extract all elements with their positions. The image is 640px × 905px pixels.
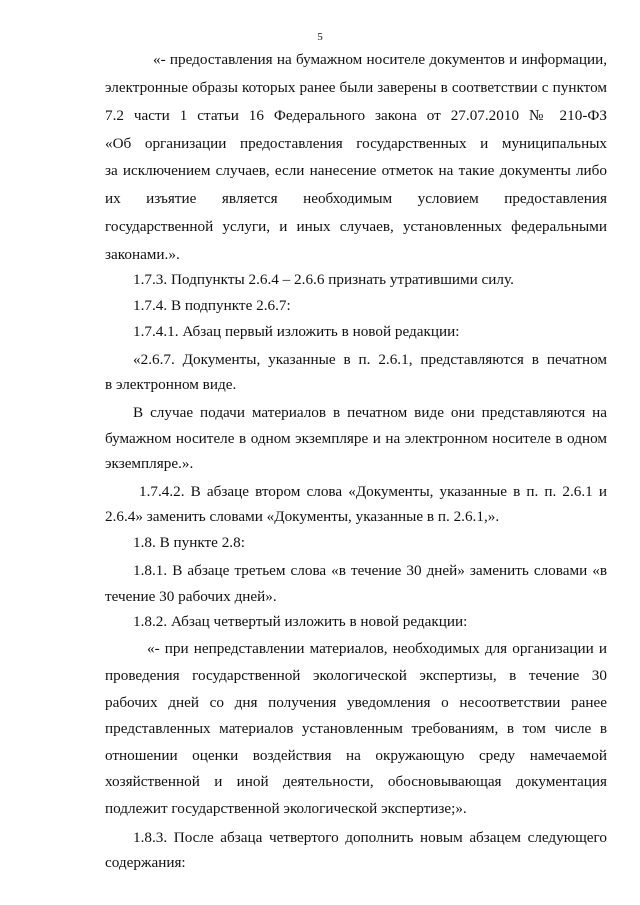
text-line: 1.8.1. В абзаце третьем слова «в течение 30 дней» заменить словами «в: [133, 562, 607, 579]
text-line: 7.2 части 1 статьи 16 Федерального закона от 27.07.2010 № 210-ФЗ: [105, 107, 607, 124]
text-line: В случае подачи материалов в печатном виде они представляются на: [133, 404, 607, 421]
text-line: законами.».: [105, 246, 180, 263]
text-line: течение 30 рабочих дней».: [105, 588, 277, 605]
text-line: проведения государственной экологической экспертизы, в течение 30: [105, 667, 607, 684]
text-line: 1.7.4. В подпункте 2.6.7:: [133, 297, 291, 314]
text-line: экземпляре.».: [105, 455, 194, 472]
text-line: за исключением случаев, если нанесение отметок на такие документы либо: [105, 162, 607, 179]
text-line: в электронном виде.: [105, 376, 237, 393]
text-line: содержания:: [105, 854, 186, 871]
text-line: «- предоставления на бумажном носителе документов и информации,: [153, 51, 607, 68]
text-line: «Об организации предоставления государственных и муниципальных: [105, 135, 607, 152]
text-line: 1.7.4.1. Абзац первый изложить в новой редакции:: [133, 323, 460, 340]
text-line: «- при непредставлении материалов, необходимых для организации и: [147, 640, 607, 657]
text-line: 1.8.2. Абзац четвертый изложить в новой редакции:: [133, 613, 468, 630]
text-line: 2.6.4» заменить словами «Документы, указанные в п. 2.6.1,».: [105, 508, 500, 525]
text-line: бумажном носителе в одном экземпляре и на электронном носителе в одном: [105, 430, 607, 447]
text-line: отношении оценки воздействия на окружающую среду намечаемой: [105, 747, 607, 764]
text-line: 1.8.3. После абзаца четвертого дополнить новым абзацем следующего: [133, 829, 607, 846]
page-number: 5: [317, 31, 323, 43]
text-line: представленных материалов установленным требованиям, в том числе в: [105, 720, 607, 737]
text-line: 1.7.3. Подпункты 2.6.4 – 2.6.6 признать утратившими силу.: [133, 271, 514, 288]
text-line: рабочих дней со дня получения уведомления о несоответствии ранее: [105, 694, 607, 711]
text-line: хозяйственной и иной деятельности, обосновывающая документация: [105, 773, 607, 790]
text-line: 1.8. В пункте 2.8:: [133, 534, 245, 551]
text-line: государственной услуги, и иных случаев, установленных федеральными: [105, 218, 607, 235]
text-line: электронные образы которых ранее были заверены в соответствии с пунктом: [105, 79, 607, 96]
text-line: их изъятие является необходимым условием предоставления: [105, 190, 607, 207]
text-line: 1.7.4.2. В абзаце втором слова «Документы, указанные в п. п. 2.6.1 и: [139, 483, 607, 500]
text-line: подлежит государственной экологической экспертизе;».: [105, 800, 467, 817]
text-line: «2.6.7. Документы, указанные в п. 2.6.1, представляются в печатном: [133, 351, 607, 368]
